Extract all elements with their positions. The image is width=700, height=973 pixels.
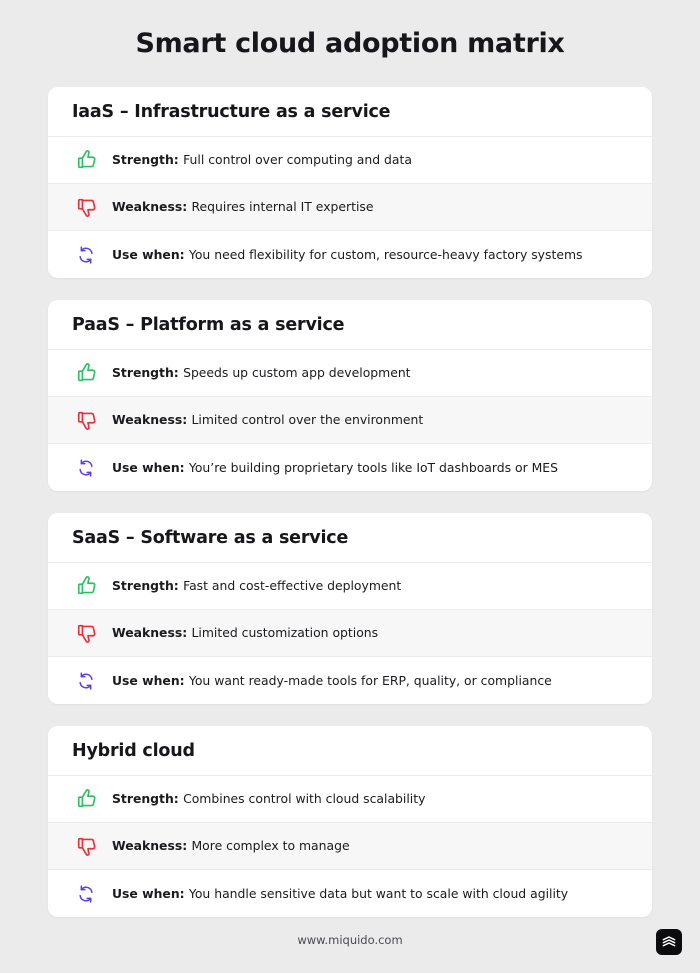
row-value: Requires internal IT expertise xyxy=(191,199,374,215)
row-value: You want ready-made tools for ERP, quality, or compliance xyxy=(188,672,552,688)
refresh-cycle-icon xyxy=(72,245,112,265)
matrix-container xyxy=(48,87,652,917)
row-text xyxy=(112,247,582,264)
row-text xyxy=(112,152,412,169)
row-label: Strength: xyxy=(112,152,184,168)
row-strength xyxy=(48,563,652,610)
row-text xyxy=(112,412,423,429)
row-value: Full control over computing and data xyxy=(183,152,412,168)
row-label: Strength: xyxy=(112,578,184,594)
row-use-when xyxy=(48,870,652,917)
row-value: You’re building proprietary tools like IoT dashboards or MES xyxy=(188,459,558,475)
row-strength xyxy=(48,776,652,823)
card-heading: IaaS – Infrastructure as a service xyxy=(48,87,652,137)
row-text xyxy=(112,673,552,690)
row-label: Weakness: xyxy=(112,412,192,428)
row-label: Use when: xyxy=(112,459,189,475)
row-use-when xyxy=(48,444,652,491)
refresh-cycle-icon xyxy=(72,884,112,904)
row-value: Limited customization options xyxy=(191,625,379,641)
card-paas xyxy=(48,300,652,491)
thumbs-down-icon xyxy=(72,196,112,218)
thumbs-down-icon xyxy=(72,409,112,431)
row-strength xyxy=(48,137,652,184)
row-text xyxy=(112,460,558,477)
card-hybrid-cloud xyxy=(48,726,652,917)
row-weakness xyxy=(48,823,652,870)
row-label: Use when: xyxy=(112,246,189,262)
card-heading: PaaS – Platform as a service xyxy=(48,300,652,350)
thumbs-up-icon xyxy=(72,362,112,384)
row-value: Combines control with cloud scalability xyxy=(183,791,426,807)
row-weakness xyxy=(48,610,652,657)
row-weakness xyxy=(48,184,652,231)
row-text xyxy=(112,578,401,595)
row-value: More complex to manage xyxy=(191,838,350,854)
card-heading: Hybrid cloud xyxy=(48,726,652,776)
thumbs-up-icon xyxy=(72,149,112,171)
miquido-logo-icon xyxy=(656,929,682,955)
row-label: Strength: xyxy=(112,365,184,381)
thumbs-up-icon xyxy=(72,788,112,810)
row-text xyxy=(112,365,411,382)
row-value: Limited control over the environment xyxy=(191,412,424,428)
thumbs-down-icon xyxy=(72,835,112,857)
row-text xyxy=(112,791,425,808)
row-label: Weakness: xyxy=(112,838,192,854)
row-weakness xyxy=(48,397,652,444)
card-iaas xyxy=(48,87,652,278)
row-text xyxy=(112,199,374,216)
card-heading: SaaS – Software as a service xyxy=(48,513,652,563)
row-label: Weakness: xyxy=(112,625,192,641)
row-use-when xyxy=(48,657,652,704)
row-label: Weakness: xyxy=(112,199,192,215)
thumbs-down-icon xyxy=(72,622,112,644)
row-value: You handle sensitive data but want to scale with cloud agility xyxy=(188,885,569,901)
row-label: Use when: xyxy=(112,672,189,688)
row-text xyxy=(112,838,350,855)
card-saas xyxy=(48,513,652,704)
row-label: Strength: xyxy=(112,791,184,807)
thumbs-up-icon xyxy=(72,575,112,597)
row-label: Use when: xyxy=(112,885,189,901)
footer-url: www.miquido.com xyxy=(297,933,403,947)
row-value: You need flexibility for custom, resource-heavy factory systems xyxy=(188,246,583,262)
refresh-cycle-icon xyxy=(72,671,112,691)
row-use-when xyxy=(48,231,652,278)
row-strength xyxy=(48,350,652,397)
row-text xyxy=(112,886,568,903)
page-title: Smart cloud adoption matrix xyxy=(135,28,565,59)
row-value: Speeds up custom app development xyxy=(183,365,411,381)
row-value: Fast and cost-effective deployment xyxy=(183,578,402,594)
refresh-cycle-icon xyxy=(72,458,112,478)
row-text xyxy=(112,625,378,642)
